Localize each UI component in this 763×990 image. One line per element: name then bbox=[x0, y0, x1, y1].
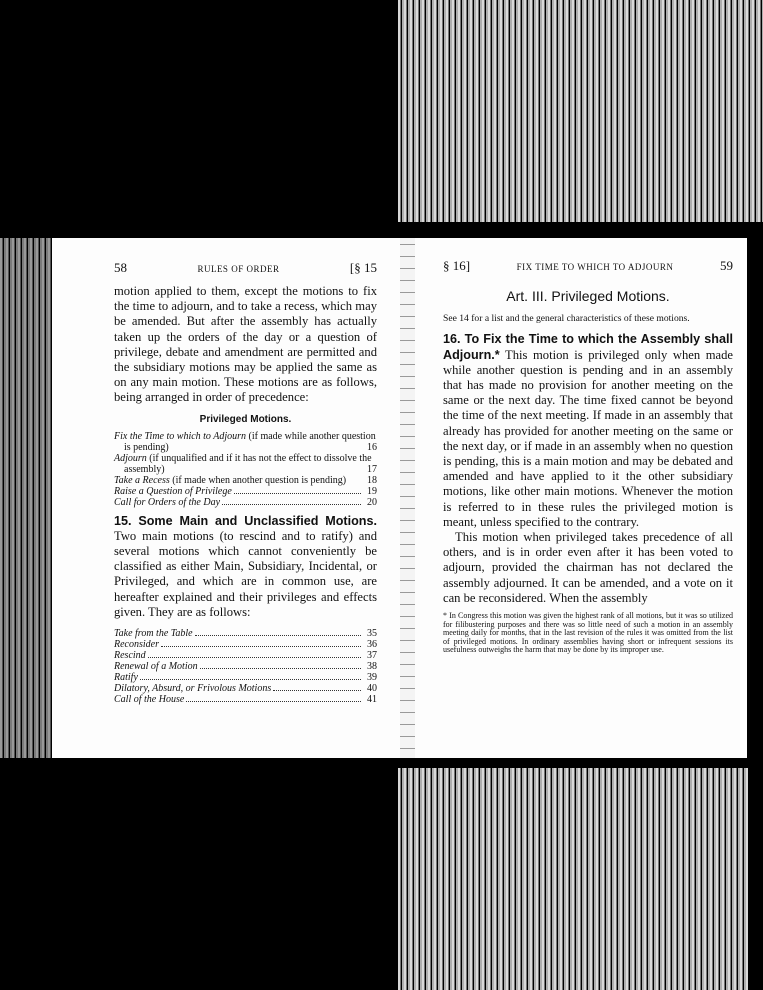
left-running-title: RULES OF ORDER bbox=[197, 264, 280, 274]
list-item: Reconsider 36 bbox=[114, 639, 377, 651]
list-item: Renewal of a Motion 38 bbox=[114, 661, 377, 673]
list-item: Call for Orders of the Day 20 bbox=[114, 496, 377, 508]
left-book-page bbox=[52, 238, 407, 758]
left-paragraph-1: motion applied to them, except the motions to fix the time to adjourn, and to take a recess, which may be amended. But after the assembly has actually taken up the orders of the day or a question of privilege, debate and amendment are permitted and the subsidiary motions may be applied the same as on any main motion. These motions are as follows, being arranged in order of precedence: bbox=[114, 284, 377, 405]
list-item: Dilatory, Absurd, or Frivolous Motions 40 bbox=[114, 683, 377, 695]
privileged-motions-list bbox=[114, 431, 377, 508]
section-15-text: Two main motions (to rescind and to ratify) and several motions which cannot conveniently be classified as either Main, Subsidiary, Incidental, or Privileged, and which are in common use, are hereafter explained and their privileges and effects given. They are as follows: bbox=[114, 528, 377, 619]
section-16 bbox=[443, 332, 733, 530]
left-page-number: 58 bbox=[114, 260, 127, 275]
scan-artifact-bottom bbox=[398, 768, 748, 990]
left-section-ref: [§ 15 bbox=[349, 260, 377, 275]
footnote: * In Congress this motion was given the highest rank of all motions, but it was so utilized for filibustering purposes and there was so little need of such a motion in an assembly meeting daily for months, that in the last revision of the rules it was omitted from the list of privileged motions. In ordinary assemblies having short or infrequent sessions its usefulness outweighs the harm that may be done by its improper use. bbox=[443, 611, 733, 655]
list-item: Fix the Time to which to Adjourn (if made while another question is pending) 16 bbox=[114, 430, 377, 453]
right-section-ref: § 16] bbox=[443, 258, 471, 273]
section-15 bbox=[114, 514, 377, 620]
section-15-title: 15. Some Main and Unclassified Motions. bbox=[114, 513, 377, 528]
section-16-title: 16. To Fix the Time to which the Assembly shall Adjourn.* bbox=[443, 332, 733, 362]
see-note: See 14 for a list and the general characteristics of these motions. bbox=[443, 313, 690, 324]
list-item: Raise a Question of Privilege 19 bbox=[114, 485, 377, 497]
right-page-number: 59 bbox=[719, 258, 733, 273]
section-16-text: This motion is privileged only when made while another question is pending and in an assembly that has made no provision for another meeting on the same or the next day. The time fixed cannot be beyond the time of the next meeting. If made in an assembly that already has provided for another meeting on the same or the next day, or if made in an assembly when no question is pending, this is a main motion and may be debated and amended and have applied to it the other subsidiary motions, like other main motions. Whenever the motion is referred to in these rules the privileged motion is meant, unless specified to the contrary. bbox=[443, 347, 733, 529]
list-item: Rescind 37 bbox=[114, 650, 377, 662]
right-book-page bbox=[415, 238, 747, 758]
left-running-header bbox=[114, 260, 377, 276]
list-item: Adjourn (if unqualified and if it has not the effect to dissolve the assembly) 17 bbox=[114, 452, 377, 475]
article-title: Art. III. Privileged Motions. bbox=[506, 288, 670, 304]
main-motions-list bbox=[114, 628, 377, 705]
list-item: Take a Recess (if made when another question is pending) 18 bbox=[114, 474, 377, 486]
list-item: Ratify 39 bbox=[114, 672, 377, 684]
list-item: Take from the Table 35 bbox=[114, 628, 377, 640]
right-running-header bbox=[443, 258, 733, 274]
scan-artifact-left-edge bbox=[0, 238, 52, 758]
scan-artifact-top bbox=[398, 0, 763, 222]
right-paragraph-2: This motion when privileged takes precedence of all others, and is in order even after it has been voted to adjourn, provided the chairman has not declared the assembly adjourned. It can be amended, and a vote on it can be reconsidered. When the assembly bbox=[443, 530, 733, 605]
list-item: Call of the House 41 bbox=[114, 694, 377, 706]
right-running-title: FIX TIME TO WHICH TO ADJOURN bbox=[516, 262, 674, 272]
privileged-motions-heading: Privileged Motions. bbox=[199, 413, 292, 425]
